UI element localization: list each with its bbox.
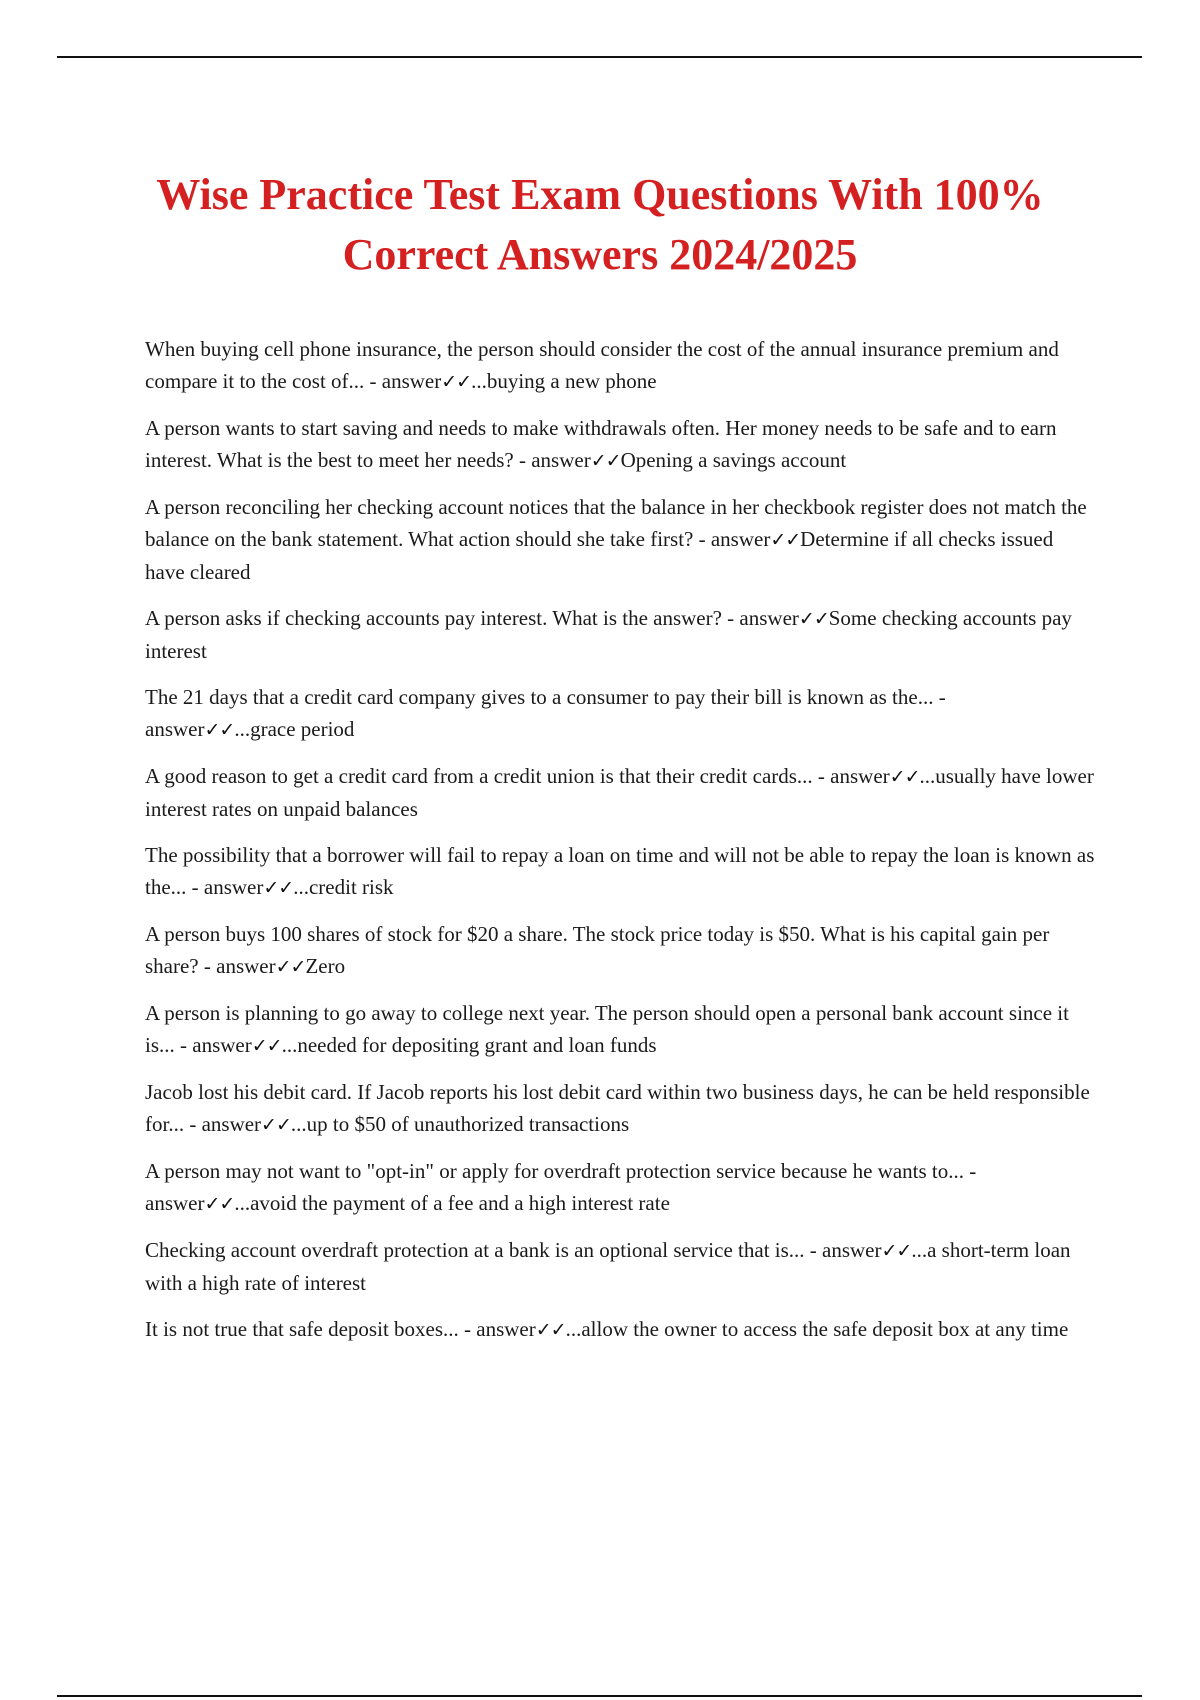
question-text: A person reconciling her checking account notices that the balance in her checkbook register does not match the balance on the bank statement. What action should she take first? - answer [145,495,1087,551]
qa-text [145,918,1095,983]
bottom-rule [57,1695,1142,1697]
double-check-icon: ✓✓ [535,1319,566,1341]
question-text: A person may not want to "opt-in" or apply for overdraft protection service because he wants to... - answer [145,1159,977,1215]
question-text: A person asks if checking accounts pay interest. What is the answer? - answer [145,606,799,630]
double-check-icon: ✓✓ [889,766,920,788]
double-check-icon: ✓✓ [251,1035,282,1057]
qa-item [145,681,1095,746]
qa-item [145,1155,1095,1220]
double-check-icon: ✓✓ [441,371,472,393]
double-check-icon: ✓✓ [881,1240,912,1262]
answer-text: ...buying a new phone [471,369,657,393]
question-text: It is not true that safe deposit boxes... - answer [145,1317,536,1341]
qa-text [145,997,1095,1062]
qa-text [145,1234,1095,1299]
qa-text [145,333,1095,398]
qa-item [145,1234,1095,1299]
answer-text: ...credit risk [293,875,394,899]
qa-text [145,839,1095,904]
answer-text: ...allow the owner to access the safe deposit box at any time [565,1317,1069,1341]
question-text: A good reason to get a credit card from a credit union is that their credit cards... - answer [145,764,890,788]
qa-item [145,412,1095,477]
question-text: When buying cell phone insurance, the person should consider the cost of the annual insurance premium and compare it to the cost of... - answer [145,337,1059,393]
answer-text: ...a short-term loan with a high rate of interest [145,1238,1071,1295]
qa-text [145,1076,1095,1141]
answer-text: Zero [305,954,346,978]
answer-text: ...usually have lower interest rates on unpaid balances [145,764,1094,821]
question-text: A person wants to start saving and needs to make withdrawals often. Her money needs to be safe and to earn interest. What is the best to meet her needs? - answer [145,416,1057,472]
answer-text: ...grace period [234,717,355,741]
question-text: The possibility that a borrower will fail to repay a loan on time and will not be able to repay the loan is known as the... - answer [145,843,1095,899]
answer-text: ...up to $50 of unauthorized transactions [290,1112,630,1136]
qa-text [145,1155,1095,1220]
double-check-icon: ✓✓ [261,1114,291,1136]
qa-item [145,839,1095,904]
answer-text: Determine if all checks issued have cleared [145,527,1054,584]
double-check-icon: ✓✓ [798,608,829,630]
answer-text: ...avoid the payment of a fee and a high interest rate [234,1191,670,1215]
qa-item [145,918,1095,983]
question-text: Jacob lost his debit card. If Jacob reports his lost debit card within two business days, he can be held responsible for... - answer [145,1080,1090,1136]
qa-text [145,681,1095,746]
qa-text [145,602,1095,667]
question-list [145,333,1095,1360]
page-title: Wise Practice Test Exam Questions With 100% Correct Answers 2024/2025 [156,170,1044,279]
qa-item [145,1076,1095,1141]
question-text: A person is planning to go away to college next year. The person should open a personal bank account since it is... - answer [145,1001,1069,1057]
question-text: Checking account overdraft protection at a bank is an optional service that is... - answer [145,1238,882,1262]
answer-text: ...needed for depositing grant and loan funds [281,1033,657,1057]
qa-item [145,760,1095,825]
qa-text [145,412,1095,477]
double-check-icon: ✓✓ [263,877,294,899]
answer-text: Opening a savings account [620,448,847,472]
double-check-icon: ✓✓ [770,529,801,551]
top-rule [57,56,1142,58]
double-check-icon: ✓✓ [204,1193,235,1215]
question-text: The 21 days that a credit card company gives to a consumer to pay their bill is known as the... - answer [145,685,946,741]
double-check-icon: ✓✓ [275,956,306,978]
question-text: A person buys 100 shares of stock for $20 a share. The stock price today is $50. What is his capital gain per share? - answer [145,922,1050,978]
double-check-icon: ✓✓ [590,450,621,472]
qa-item [145,333,1095,398]
answer-text: Some checking accounts pay interest [145,606,1072,663]
qa-item [145,602,1095,667]
qa-item [145,491,1095,588]
qa-item [145,1313,1095,1346]
qa-item [145,997,1095,1062]
double-check-icon: ✓✓ [204,719,235,741]
qa-text [145,760,1095,825]
qa-text [145,491,1095,588]
qa-text [145,1313,1095,1346]
